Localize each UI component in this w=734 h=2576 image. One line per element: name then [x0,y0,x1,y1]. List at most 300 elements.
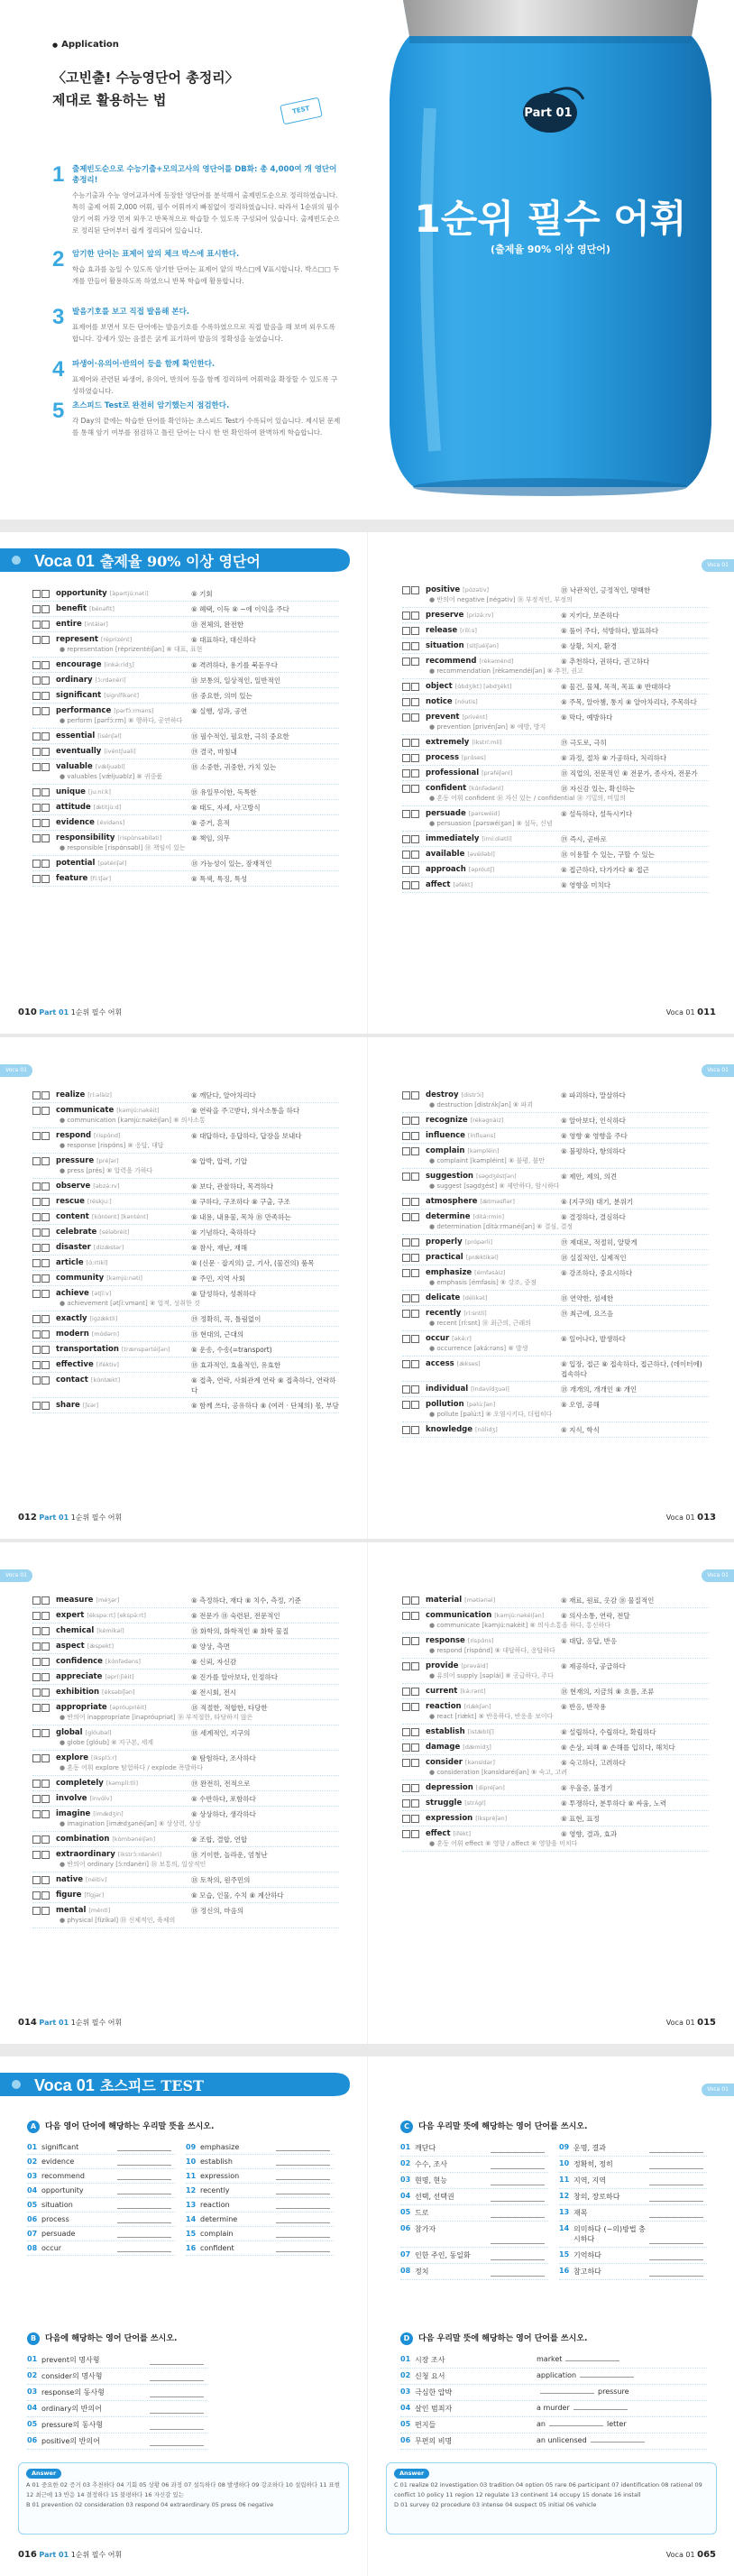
checkbox[interactable] [41,590,50,598]
checkbox[interactable] [41,1376,50,1385]
checkbox[interactable] [41,788,50,796]
checkbox[interactable] [402,1173,410,1181]
checkbox[interactable] [411,1117,419,1125]
checkbox[interactable] [32,732,41,741]
checkbox[interactable] [402,1147,410,1155]
checkbox[interactable] [41,1673,50,1681]
answer-blank[interactable] [491,2159,545,2169]
checkbox[interactable] [32,1907,41,1915]
checkbox[interactable] [402,739,410,747]
checkbox[interactable] [32,1673,41,1681]
checkbox[interactable] [32,1330,41,1339]
checkbox[interactable] [41,1612,50,1620]
checkbox[interactable] [32,1891,41,1900]
checkbox[interactable] [402,1254,410,1262]
checkbox[interactable] [32,1627,41,1635]
checkbox[interactable] [32,1157,41,1165]
answer-blank[interactable] [491,2267,545,2277]
checkbox[interactable] [41,1346,50,1354]
answer-blank[interactable] [276,2186,330,2194]
vocab-entry-row [32,635,339,645]
vocab-entry-row [402,1611,709,1621]
checkbox[interactable] [402,1294,410,1302]
checkbox[interactable] [402,1728,410,1736]
test-page-right [367,2056,734,2576]
checkbox[interactable] [411,1401,419,1409]
checkbox[interactable] [41,1228,50,1237]
checkbox[interactable] [411,1269,419,1277]
meaning: ⑱ 기이한, 놀라운, 엄청난 [191,1851,268,1859]
checkbox[interactable] [32,1213,41,1221]
checkbox[interactable] [41,1107,50,1115]
checkbox[interactable] [32,1612,41,1620]
vocab-entry-row [402,1146,709,1156]
checkbox[interactable] [411,1173,419,1181]
checkbox[interactable] [411,1294,419,1302]
checkbox[interactable] [32,1346,41,1354]
checkbox[interactable] [411,1132,419,1140]
checkbox[interactable] [41,707,50,715]
answer-blank[interactable] [150,2355,204,2365]
checkbox[interactable] [402,683,410,691]
checkbox[interactable] [411,1254,419,1262]
checkbox[interactable] [41,1315,50,1323]
checkbox[interactable] [32,1754,41,1762]
vocab-entry [402,1113,709,1128]
checkbox[interactable] [32,1182,41,1191]
derivative: ● complaint [kəmpléint] ⑧ 불평, 불만 [429,1157,545,1164]
checkbox[interactable] [32,1315,41,1323]
answer-blank[interactable] [276,2172,330,2180]
checkbox[interactable] [411,1385,419,1394]
checkbox[interactable] [41,676,50,685]
checkbox[interactable] [41,1330,50,1339]
answer-blank[interactable] [491,2176,545,2185]
checkbox[interactable] [402,1612,410,1620]
checkbox[interactable] [32,1704,41,1712]
checkbox[interactable] [32,763,41,771]
test-question [400,2352,707,2369]
answer-blank[interactable] [276,2143,330,2151]
checkbox[interactable] [411,658,419,666]
checkbox[interactable] [402,1799,410,1808]
answer-blank[interactable] [150,2436,204,2446]
checkbox[interactable] [32,1091,41,1099]
checkbox[interactable] [402,1743,410,1752]
checkbox[interactable] [411,1238,419,1247]
answer-blank[interactable] [649,2192,703,2202]
checkbox[interactable] [32,1290,41,1298]
checkbox[interactable] [411,1091,419,1099]
checkbox[interactable] [32,1132,41,1140]
checkbox[interactable] [402,713,410,722]
checkbox[interactable] [402,835,410,843]
checkbox[interactable] [402,1401,410,1409]
checkbox[interactable] [411,713,419,722]
checkbox[interactable] [411,1426,419,1434]
pronunciation: [mətíəriəl] [464,1596,496,1604]
answer-blank[interactable] [649,2176,703,2185]
checkbox[interactable] [32,1688,41,1697]
question-text: prevent의 명사형 [41,2356,100,2364]
answer-blank[interactable] [565,2360,619,2361]
vocab-entry [402,1780,709,1796]
section-b-head [27,2332,334,2345]
answer-blank[interactable] [649,2208,703,2218]
checkbox[interactable] [32,1244,41,1252]
section-d-head [400,2332,707,2345]
vocab-word [56,874,191,884]
checkbox[interactable] [32,590,41,598]
answer-blank[interactable] [150,2371,204,2381]
checkbox[interactable] [32,636,41,644]
checkbox[interactable] [32,1259,41,1267]
checkbox[interactable] [41,834,50,842]
checkbox[interactable] [32,1658,41,1666]
answer-blank[interactable] [117,2172,171,2180]
checkbox[interactable] [402,1637,410,1645]
vocab-word [56,1875,191,1885]
meaning: ⑧ 지식, 학식 [561,1426,600,1434]
answer-blank[interactable] [491,2250,545,2260]
checkbox[interactable] [41,1198,50,1206]
answer-blank[interactable] [117,2244,171,2252]
checkbox[interactable] [32,661,41,669]
checkbox[interactable] [402,1335,410,1343]
checkbox[interactable] [402,785,410,793]
checkbox[interactable] [402,627,410,635]
checkbox[interactable] [402,658,410,666]
checkbox[interactable] [41,1876,50,1884]
answer-blank[interactable] [117,2143,171,2151]
checkbox[interactable] [41,1907,50,1915]
checkbox[interactable] [402,1596,410,1605]
checkbox[interactable] [32,1795,41,1803]
checkbox[interactable] [41,1244,50,1252]
checkbox[interactable] [411,1662,419,1670]
checkbox[interactable] [411,1815,419,1823]
answer-blank[interactable] [276,2215,330,2223]
answer-blank[interactable] [649,2250,703,2260]
checkbox[interactable] [411,612,419,620]
vocab-word [426,682,561,692]
checkbox[interactable] [402,1784,410,1792]
checkbox[interactable] [32,860,41,868]
vocab-entry-row [402,1212,709,1222]
headword: occur [426,1334,450,1343]
checkbox[interactable] [41,1851,50,1859]
checkbox[interactable] [41,1810,50,1818]
checkbox[interactable] [411,1728,419,1736]
checkbox[interactable] [41,1361,50,1369]
checkbox[interactable] [32,748,41,756]
answer-blank[interactable] [649,2267,703,2277]
checkbox[interactable] [411,1612,419,1620]
checkbox[interactable] [411,1784,419,1792]
checkbox[interactable] [32,788,41,796]
checkbox[interactable] [41,1729,50,1737]
checkbox[interactable] [411,1637,419,1645]
checkbox[interactable] [402,612,410,620]
pronunciation: [ditə́ːrmin] [473,1213,504,1220]
meaning: ⑧ (신문 · 잡지의) 글, 기사, (물건의) 품목 [191,1259,315,1267]
checkbox[interactable] [411,1213,419,1221]
checkbox[interactable] [41,763,50,771]
checkbox[interactable] [402,642,410,650]
checkbox[interactable] [402,1238,410,1247]
checkbox[interactable] [411,1759,419,1767]
section-badge: D [400,2332,413,2345]
checkbox[interactable] [411,1335,419,1343]
checkbox[interactable] [41,1213,50,1221]
vocab-entry [32,688,339,704]
checkbox[interactable] [41,748,50,756]
answer-blank[interactable] [491,2224,545,2244]
checkbox[interactable] [41,605,50,613]
checkbox[interactable] [32,1596,41,1605]
checkbox[interactable] [41,1259,50,1267]
checkbox[interactable] [402,1688,410,1696]
answer-blank[interactable] [491,2208,545,2218]
checkbox[interactable] [32,1642,41,1651]
question-number: 06 [27,2215,38,2223]
checkbox[interactable] [402,698,410,706]
checkbox[interactable] [411,1799,419,1808]
answer-blank[interactable] [117,2186,171,2194]
checkbox[interactable] [411,627,419,635]
checkbox[interactable] [32,1780,41,1788]
question-number: 15 [559,2250,570,2259]
question-number: 11 [186,2172,197,2180]
checkbox[interactable] [41,1091,50,1099]
checkbox[interactable] [402,1830,410,1838]
answer-blank[interactable] [580,2377,634,2378]
pronunciation: [ikstrɔ́ːrdənèri] [117,1851,162,1858]
checkbox[interactable] [411,586,419,594]
answer-blank[interactable] [573,2409,628,2410]
answer-blank[interactable] [276,2244,330,2252]
step-number: 1 [52,162,65,187]
checkbox[interactable] [402,586,410,594]
question-text: 깨닫다 [415,2144,436,2152]
checkbox[interactable] [411,1596,419,1605]
vocab-entry-row [32,762,339,772]
checkbox[interactable] [41,1642,50,1651]
answer-blank[interactable] [491,2143,545,2153]
checkbox[interactable] [402,1132,410,1140]
checkbox[interactable] [411,1147,419,1155]
vocab-entry [402,1194,709,1210]
step-heading: 발음기호를 보고 직접 발음해 본다. [72,308,190,317]
checkbox[interactable] [411,881,419,889]
answer-blank[interactable] [276,2230,330,2238]
checkbox[interactable] [411,642,419,650]
answer-blank[interactable] [150,2420,204,2430]
checkbox[interactable] [32,692,41,700]
checkbox[interactable] [32,1810,41,1818]
answer-blank[interactable] [150,2404,204,2414]
checkbox[interactable] [402,769,410,777]
checkbox[interactable] [402,1198,410,1206]
question-number: 03 [400,2176,411,2184]
checkbox[interactable] [41,1274,50,1283]
checkbox[interactable] [402,1815,410,1823]
checkbox[interactable] [41,1704,50,1712]
checkbox[interactable] [402,881,410,889]
part-label: Part 01 [524,106,573,120]
checkbox[interactable] [402,754,410,762]
checkbox[interactable] [41,1402,50,1410]
checkbox[interactable] [402,1213,410,1221]
vocab-list [402,583,709,893]
checkbox[interactable] [41,1658,50,1666]
question-text: pressure의 동사형 [41,2421,104,2429]
checkbox[interactable] [32,804,41,812]
headword: knowledge [426,1425,473,1434]
checkbox[interactable] [411,739,419,747]
checkbox[interactable] [41,692,50,700]
checkbox[interactable] [402,866,410,874]
checkbox[interactable] [411,683,419,691]
checkbox[interactable] [411,698,419,706]
answer-blank[interactable] [150,2387,204,2397]
checkbox[interactable] [402,1385,410,1394]
pronunciation: [kəmjùːnəkéiʃən] [494,1612,545,1619]
checkbox[interactable] [32,875,41,883]
checkbox[interactable] [32,1198,41,1206]
answer-blank[interactable] [649,2224,703,2244]
checkbox[interactable] [41,1780,50,1788]
meaning: ⑧ 실행, 성과, 공연 [191,707,248,715]
checkbox[interactable] [32,1228,41,1237]
checkbox[interactable] [411,851,419,859]
checkbox[interactable] [411,1360,419,1368]
checkbox[interactable] [32,605,41,613]
answer-blank[interactable] [549,2425,603,2426]
checkbox[interactable] [411,866,419,874]
checkbox[interactable] [41,1182,50,1191]
answer-blank[interactable] [276,2157,330,2166]
vocab-entry-row [402,1636,709,1646]
checkbox[interactable] [32,1361,41,1369]
checkbox[interactable] [402,851,410,859]
checkbox[interactable] [32,819,41,827]
answer-fill [537,2420,707,2430]
question-text: recommend [41,2172,85,2180]
checkbox[interactable] [41,732,50,741]
checkbox[interactable] [32,1274,41,1283]
vocab-word [56,1258,191,1268]
checkbox[interactable] [41,621,50,629]
answer-blank[interactable] [276,2201,330,2209]
checkbox[interactable] [41,875,50,883]
checkbox[interactable] [32,1729,41,1737]
checkbox[interactable] [411,1830,419,1838]
checkbox[interactable] [41,661,50,669]
test-question [559,2222,707,2248]
checkbox[interactable] [411,1688,419,1696]
answer-blank[interactable] [117,2230,171,2238]
checkbox[interactable] [402,1269,410,1277]
answer-blank[interactable] [649,2159,703,2169]
footer-text: 1순위 필수 어휘 [70,1008,123,1017]
checkbox[interactable] [32,621,41,629]
question-number: 16 [559,2267,570,2275]
checkbox[interactable] [402,1310,410,1318]
checkbox[interactable] [411,785,419,793]
checkbox[interactable] [411,1198,419,1206]
checkbox[interactable] [402,1360,410,1368]
test-question [186,2184,334,2198]
checkbox[interactable] [411,1703,419,1711]
checkbox[interactable] [411,1310,419,1318]
checkbox[interactable] [402,1662,410,1670]
checkbox[interactable] [41,1754,50,1762]
checkbox[interactable] [41,1627,50,1635]
checkbox[interactable] [402,810,410,818]
checkbox[interactable] [411,1743,419,1752]
checkbox[interactable] [41,1157,50,1165]
vocab-entry-row [402,1687,709,1697]
vocab-entry [32,673,339,688]
pronunciation: [èksəbíʃən] [102,1688,135,1696]
checkbox[interactable] [41,636,50,644]
vocab-entry-row [32,833,339,843]
checkbox[interactable] [41,1290,50,1298]
answer-blank[interactable] [649,2143,703,2153]
checkbox[interactable] [32,676,41,685]
answer-blank[interactable] [117,2201,171,2209]
vocab-entry [32,1593,339,1608]
checkbox[interactable] [32,1851,41,1859]
checkbox[interactable] [402,1426,410,1434]
checkbox[interactable] [402,1703,410,1711]
vocab-word [426,1799,561,1808]
checkbox[interactable] [411,754,419,762]
checkbox[interactable] [402,1091,410,1099]
checkbox[interactable] [32,1876,41,1884]
checkbox[interactable] [41,1795,50,1803]
checkbox[interactable] [411,835,419,843]
checkbox[interactable] [32,1107,41,1115]
checkbox[interactable] [41,819,50,827]
checkbox[interactable] [32,1376,41,1385]
derivative: ● 반의어 ordinary [ɔ́ːrdənèri] ⑱ 보통의, 일상적인 [60,1861,206,1868]
checkbox[interactable] [32,707,41,715]
checkbox[interactable] [402,1759,410,1767]
checkbox[interactable] [41,804,50,812]
checkbox[interactable] [41,1891,50,1900]
checkbox[interactable] [32,1402,41,1410]
answer-blank[interactable] [540,2393,594,2394]
checkbox[interactable] [41,860,50,868]
checkbox[interactable] [411,810,419,818]
answer-blank[interactable] [491,2192,545,2202]
checkbox[interactable] [41,1132,50,1140]
checkbox[interactable] [402,1117,410,1125]
checkbox[interactable] [41,1835,50,1844]
answer-blank[interactable] [591,2442,645,2443]
checkbox[interactable] [41,1688,50,1697]
checkbox[interactable] [32,834,41,842]
answer-blank[interactable] [117,2215,171,2223]
page-footer [666,1513,716,1523]
checkbox[interactable] [41,1596,50,1605]
answer-blank[interactable] [117,2157,171,2166]
vocab-entry [402,750,709,766]
checkbox[interactable] [411,769,419,777]
checkbox[interactable] [32,1835,41,1844]
